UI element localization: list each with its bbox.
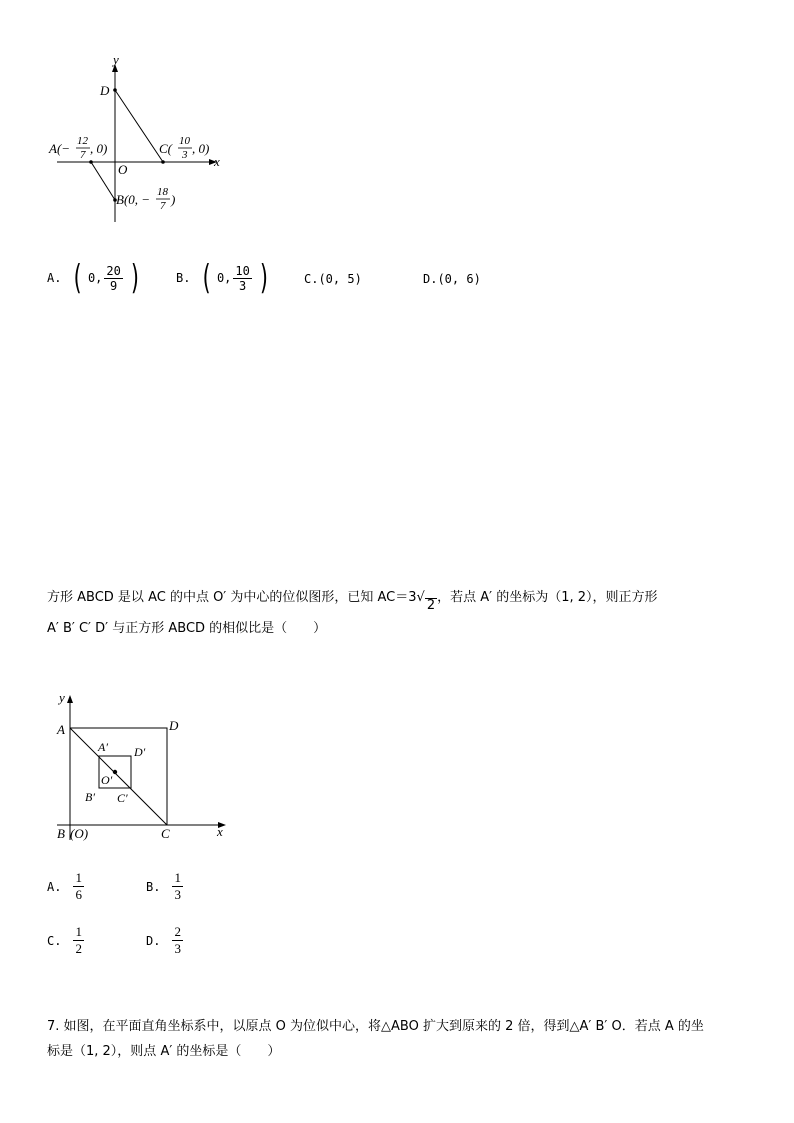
q6-option-d-fraction	[172, 924, 183, 957]
q6-option-a-label: A.	[47, 879, 62, 894]
sqrt-radicand: 2	[426, 598, 436, 613]
label-b: B(0, −	[116, 192, 151, 207]
label-b-prime: B′	[85, 790, 95, 804]
sqrt-expression	[417, 582, 438, 613]
center-o-prime-dot	[113, 770, 117, 774]
label-c-tail: , 0)	[192, 141, 210, 156]
q6-option-c-fraction	[73, 924, 84, 957]
right-paren-icon: )	[257, 258, 271, 298]
q5-option-c: C.(0, 5)	[304, 272, 362, 286]
label-c: C	[161, 826, 170, 841]
q6-option-c-label: C.	[47, 933, 62, 948]
q5-option-b-value	[196, 258, 274, 298]
label-d: D	[169, 718, 179, 733]
label-b-num: 18	[157, 186, 168, 198]
label-c-prime: C′	[117, 791, 128, 805]
q5-option-a-den: 9	[110, 278, 118, 293]
q5-option-b	[176, 258, 274, 298]
question-7	[47, 1011, 757, 1067]
q6-option-c	[47, 924, 86, 957]
q5-option-a-num: 20	[106, 263, 121, 278]
q6-option-b-fraction	[172, 870, 183, 903]
left-paren-icon: (	[200, 258, 213, 298]
label-o-paren: (O)	[70, 826, 89, 841]
q6-option-b-den: 3	[174, 887, 181, 902]
q5-option-b-label: B.	[176, 271, 191, 285]
label-d: D	[100, 83, 110, 98]
label-a-num: 12	[77, 135, 88, 147]
label-a: A	[57, 722, 65, 737]
q6-option-d-den: 3	[174, 941, 181, 956]
diagonal-ac	[70, 728, 167, 825]
label-b: B	[57, 826, 65, 841]
q6-option-a	[47, 870, 86, 903]
figure-1-coordinate-diagram	[45, 50, 235, 230]
q6-line-2	[47, 582, 757, 613]
y-axis-arrow	[67, 695, 73, 703]
label-a-den: 7	[80, 149, 86, 161]
q6-option-d	[146, 924, 185, 957]
q5-option-d: D.(0, 6)	[423, 272, 481, 286]
right-paren-icon: )	[128, 258, 142, 298]
point-a-dot	[89, 160, 93, 164]
label-c-num: 10	[179, 135, 190, 147]
q6-option-b-num: 1	[174, 870, 181, 885]
label-b-tail: )	[171, 192, 176, 207]
q6-option-a-fraction	[73, 870, 84, 903]
x-axis-label: x	[214, 154, 220, 169]
q5-option-a-x: 0,	[87, 271, 103, 285]
label-o: O	[118, 162, 128, 177]
q6-line-2-part-a: 方形 ABCD 是以 AC 的中点 O′ 为中心的位似图形，已知 AC＝3	[47, 590, 417, 605]
label-a: A(−	[49, 141, 71, 156]
q6-option-d-label: D.	[146, 933, 161, 948]
q5-option-a-value	[67, 258, 145, 298]
label-c: C(	[159, 141, 172, 156]
segment-dc	[115, 90, 163, 162]
q6-option-d-num: 2	[174, 924, 181, 939]
q5-option-b-x: 0,	[216, 271, 232, 285]
question-6	[47, 582, 757, 644]
label-c-den: 3	[182, 149, 188, 161]
point-d-dot	[113, 88, 117, 92]
sqrt-icon: √	[416, 590, 425, 605]
q6-option-c-num: 1	[75, 924, 82, 939]
label-o-prime: O′	[101, 773, 113, 787]
point-c-dot	[161, 160, 165, 164]
q5-option-b-fraction	[233, 264, 251, 293]
label-a-prime: A′	[98, 740, 108, 754]
q6-option-c-den: 2	[75, 941, 82, 956]
y-axis-label: y	[59, 690, 65, 705]
q5-option-a-fraction	[104, 264, 122, 293]
q7-line-1: 7. 如图，在平面直角坐标系中，以原点 O 为位似中心，将△ABO 扩大到原来的 2 倍，得到△A′ B′ O．若点 A 的坐	[47, 1019, 704, 1034]
q5-option-a	[47, 258, 145, 298]
label-a-tail: , 0)	[90, 141, 108, 156]
label-d-prime: D′	[134, 745, 146, 759]
q5-option-a-label: A.	[47, 271, 62, 285]
q6-option-b	[146, 870, 185, 903]
q6-line-2-part-b: ，若点 A′ 的坐标为（1, 2），则正方形	[437, 590, 658, 605]
figure-2-square-diagram	[45, 690, 240, 850]
q7-line-2: 标是（1, 2），则点 A′ 的坐标是（ ）	[47, 1044, 281, 1059]
q6-option-a-den: 6	[75, 887, 82, 902]
q6-line-3: A′ B′ C′ D′ 与正方形 ABCD 的相似比是（ ）	[47, 621, 327, 636]
q6-option-b-label: B.	[146, 879, 161, 894]
left-paren-icon: (	[71, 258, 84, 298]
q6-option-a-num: 1	[75, 870, 82, 885]
y-axis-label: y	[113, 52, 119, 67]
x-axis-label: x	[217, 824, 223, 839]
q5-option-b-den: 3	[239, 278, 247, 293]
label-b-den: 7	[160, 200, 166, 212]
q5-option-b-num: 10	[235, 263, 250, 278]
segment-ab	[91, 162, 115, 200]
